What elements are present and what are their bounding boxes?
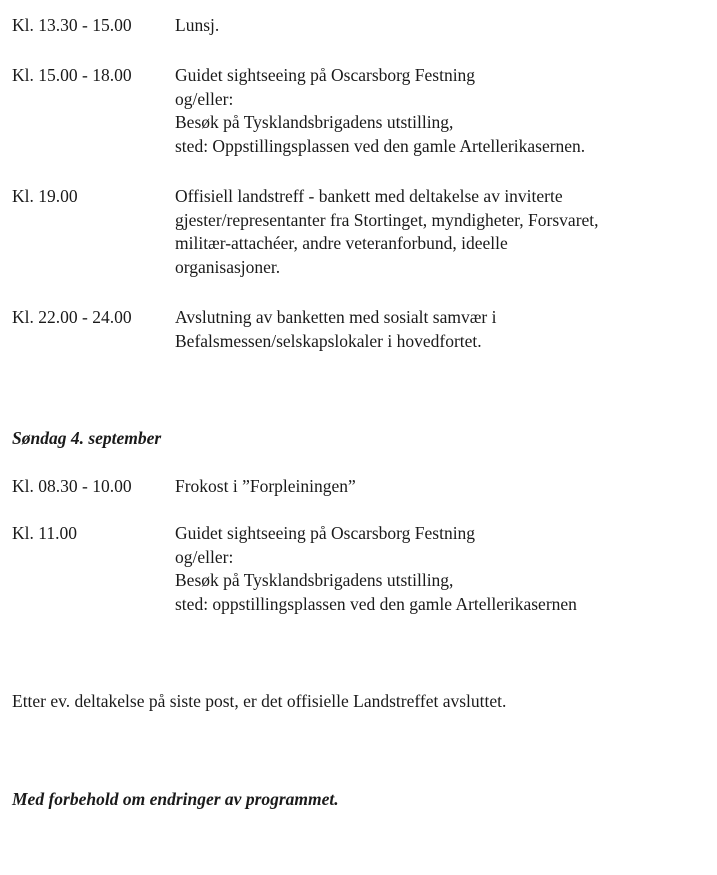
schedule-time: Kl. 13.30 - 15.00 [12,15,132,35]
schedule-time: Kl. 22.00 - 24.00 [12,307,132,327]
schedule-time: Kl. 08.30 - 10.00 [12,476,132,496]
day-heading-sunday: Søndag 4. september [12,428,162,448]
description-line: og/eller: [175,88,234,109]
program-disclaimer: Med forbehold om endringer av programmet. [12,789,339,809]
description-line: militær-attachéer, andre veteranforbund, ideelle [175,233,508,253]
description-line: sted: oppstillingsplassen ved den gamle Artellerikasernen [175,593,577,614]
description-line: Avslutning av banketten med sosialt samvær i [175,307,497,327]
description-line: Guidet sightseeing på Oscarsborg Festning [175,65,476,85]
description-line: gjester/representanter fra Stortinget, myndigheter, Forsvaret, [175,209,599,230]
description-line: Guidet sightseeing på Oscarsborg Festning [175,523,476,543]
schedule-description [175,64,710,158]
schedule-description [175,522,710,616]
schedule-time: Kl. 11.00 [12,523,77,543]
description-line: Befalsmessen/selskapslokaler i hovedfortet. [175,330,482,351]
description-line: og/eller: [175,546,234,567]
description-line: Besøk på Tysklandsbrigadens utstilling, [175,570,454,590]
description-line: Offisiell landstreff - bankett med deltakelse av inviterte [175,186,563,206]
description-line: Besøk på Tysklandsbrigadens utstilling, [175,112,454,132]
schedule-description [175,306,710,353]
closing-note: Etter ev. deltakelse på siste post, er det offisielle Landstreffet avsluttet. [12,691,507,711]
schedule-description [175,185,710,279]
schedule-description [175,475,710,499]
description-line: sted: Oppstillingsplassen ved den gamle Artellerikasernen. [175,135,586,156]
schedule-description [175,14,710,38]
schedule-time: Kl. 15.00 - 18.00 [12,65,132,85]
schedule-time: Kl. 19.00 [12,186,78,206]
description-line: Frokost i ”Forpleiningen” [175,476,356,496]
description-line: Lunsj. [175,15,220,35]
description-line: organisasjoner. [175,256,281,277]
